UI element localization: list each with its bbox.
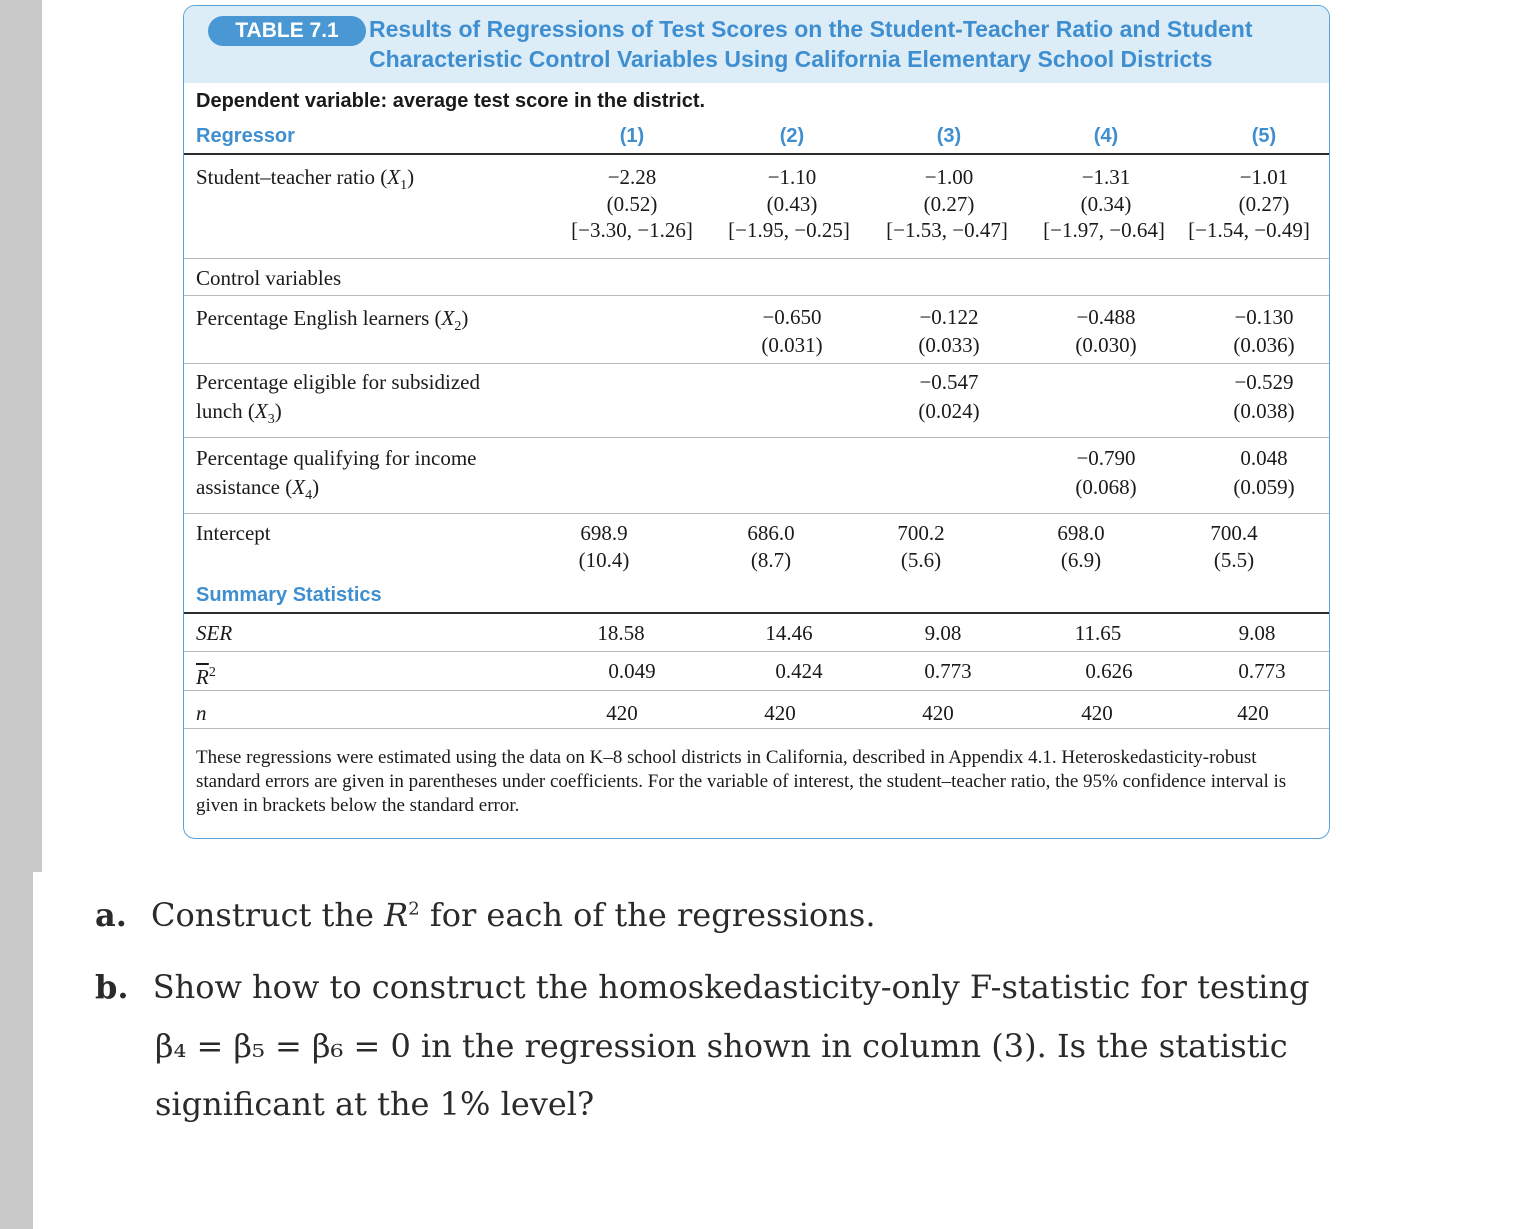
row-label-english-learners: Percentage English learners $(X_2)$ (196, 306, 469, 335)
el-se-2: (0.031) (761, 333, 823, 357)
str-ci-1: [−3.30, −1.26] (571, 218, 693, 242)
intercept-se-4: (6.9) (1060, 548, 1102, 572)
regression-table (183, 5, 1330, 839)
r2-2: 0.424 (775, 659, 823, 683)
row-label-subsidized-lunch: Percentage eligible for subsidized lunch $(X_3)$ (196, 370, 480, 428)
r2-4: 0.626 (1085, 659, 1133, 683)
table-footnote: These regressions were estimated using the data on K–8 school districts in California, described in Appendix 4.1. Heteroskedasticity-robust standard errors are given in parentheses under coefficients. For the variable of interest, the student–teacher ratio, the 95% confidence interval is given in brackets below the standard error. (196, 747, 1287, 816)
str-coef-4: −1.31 (1081, 165, 1131, 189)
intercept-coef-2: 686.0 (747, 521, 795, 545)
question-b-line3: significant at the 1% level? (155, 1085, 595, 1123)
str-ci-4: [−1.97, −0.64] (1043, 218, 1165, 242)
column-header-5: (5) (1251, 125, 1277, 147)
table-header (184, 6, 1329, 83)
lunch-coef-3: −0.547 (919, 370, 979, 394)
row-rule (184, 651, 1329, 652)
lunch-se-5: (0.038) (1233, 399, 1295, 423)
row-label-adjusted-r2: $\overline{R}^2$ (196, 665, 216, 689)
intercept-se-1: (10.4) (578, 548, 630, 572)
ser-3: 9.08 (924, 621, 962, 645)
left-gray-bar (0, 0, 42, 872)
income-se-4: (0.068) (1075, 475, 1137, 499)
ser-5: 9.08 (1238, 621, 1276, 645)
str-se-1: (0.52) (606, 192, 658, 216)
str-coef-3: −1.00 (924, 165, 974, 189)
ser-4: 11.65 (1074, 621, 1122, 645)
r2-5: 0.773 (1238, 659, 1286, 683)
n-5: 420 (1237, 701, 1269, 725)
question-b-line2: β₄ = β₅ = β₆ = 0 in the regression shown in column (3). Is the statistic (155, 1027, 1288, 1065)
intercept-coef-4: 698.0 (1057, 521, 1105, 545)
el-se-4: (0.030) (1075, 333, 1137, 357)
str-coef-2: −1.10 (767, 165, 817, 189)
intercept-coef-3: 700.2 (897, 521, 945, 545)
r2-3: 0.773 (924, 659, 972, 683)
r2-1: 0.049 (608, 659, 656, 683)
row-label-income-assistance: Percentage qualifying for income assistance $(X_4)$ (196, 446, 477, 504)
str-ci-5: [−1.54, −0.49] (1188, 218, 1310, 242)
income-coef-4: −0.790 (1076, 446, 1136, 470)
str-coef-1: −2.28 (607, 165, 657, 189)
regressor-header: Regressor (196, 125, 295, 147)
lunch-se-3: (0.024) (918, 399, 980, 423)
el-coef-4: −0.488 (1076, 305, 1136, 329)
row-rule (184, 513, 1329, 514)
n-3: 420 (922, 701, 954, 725)
lunch-coef-5: −0.529 (1234, 370, 1294, 394)
n-2: 420 (764, 701, 796, 725)
row-label-intercept: Intercept (196, 521, 271, 545)
row-rule (184, 437, 1329, 438)
column-header-2: (2) (779, 125, 805, 147)
summary-rule (184, 612, 1329, 614)
row-label-ser: SER (196, 621, 233, 645)
el-se-3: (0.033) (918, 333, 980, 357)
column-header-1: (1) (619, 125, 645, 147)
row-rule (184, 690, 1329, 691)
str-coef-5: −1.01 (1239, 165, 1289, 189)
el-coef-2: −0.650 (762, 305, 822, 329)
intercept-se-3: (5.6) (900, 548, 942, 572)
income-coef-5: 0.048 (1240, 446, 1288, 470)
str-ci-3: [−1.53, −0.47] (886, 218, 1008, 242)
header-rule (184, 153, 1329, 155)
intercept-se-2: (8.7) (750, 548, 792, 572)
intercept-coef-1: 698.9 (580, 521, 628, 545)
table-title-line1: Results of Regressions of Test Scores on the Student-Teacher Ratio and Student (369, 16, 1253, 42)
row-label-student-teacher-ratio: Student–teacher ratio $(X_1)$ (196, 165, 415, 194)
control-variables-label: Control variables (196, 266, 342, 290)
summary-statistics-header: Summary Statistics (196, 584, 382, 606)
income-se-5: (0.059) (1233, 475, 1295, 499)
el-coef-3: −0.122 (919, 305, 979, 329)
n-1: 420 (606, 701, 638, 725)
row-rule (184, 728, 1329, 729)
question-a: a. Construct the $R^2$ for each of the regressions. (95, 896, 876, 934)
str-se-3: (0.27) (923, 192, 975, 216)
n-4: 420 (1081, 701, 1113, 725)
dependent-variable-label: Dependent variable: average test score in the district. (196, 90, 706, 112)
intercept-coef-5: 700.4 (1210, 521, 1258, 545)
column-header-3: (3) (936, 125, 962, 147)
row-rule (184, 295, 1329, 296)
ser-2: 14.46 (765, 621, 813, 645)
el-se-5: (0.036) (1233, 333, 1295, 357)
column-header-4: (4) (1093, 125, 1119, 147)
str-se-4: (0.34) (1080, 192, 1132, 216)
table-badge: TABLE 7.1 (208, 16, 366, 46)
intercept-se-5: (5.5) (1213, 548, 1255, 572)
el-coef-5: −0.130 (1234, 305, 1294, 329)
str-ci-2: [−1.95, −0.25] (728, 218, 850, 242)
table-title-line2: Characteristic Control Variables Using California Elementary School Districts (369, 46, 1213, 72)
row-label-n: n (196, 701, 207, 725)
str-se-5: (0.27) (1238, 192, 1290, 216)
row-rule (184, 363, 1329, 364)
left-gray-bar-lower (0, 872, 33, 1229)
ser-1: 18.58 (597, 621, 645, 645)
row-rule (184, 258, 1329, 259)
str-se-2: (0.43) (766, 192, 818, 216)
question-b: b. Show how to construct the homoskedasticity-only F-statistic for testing (95, 968, 1310, 1006)
